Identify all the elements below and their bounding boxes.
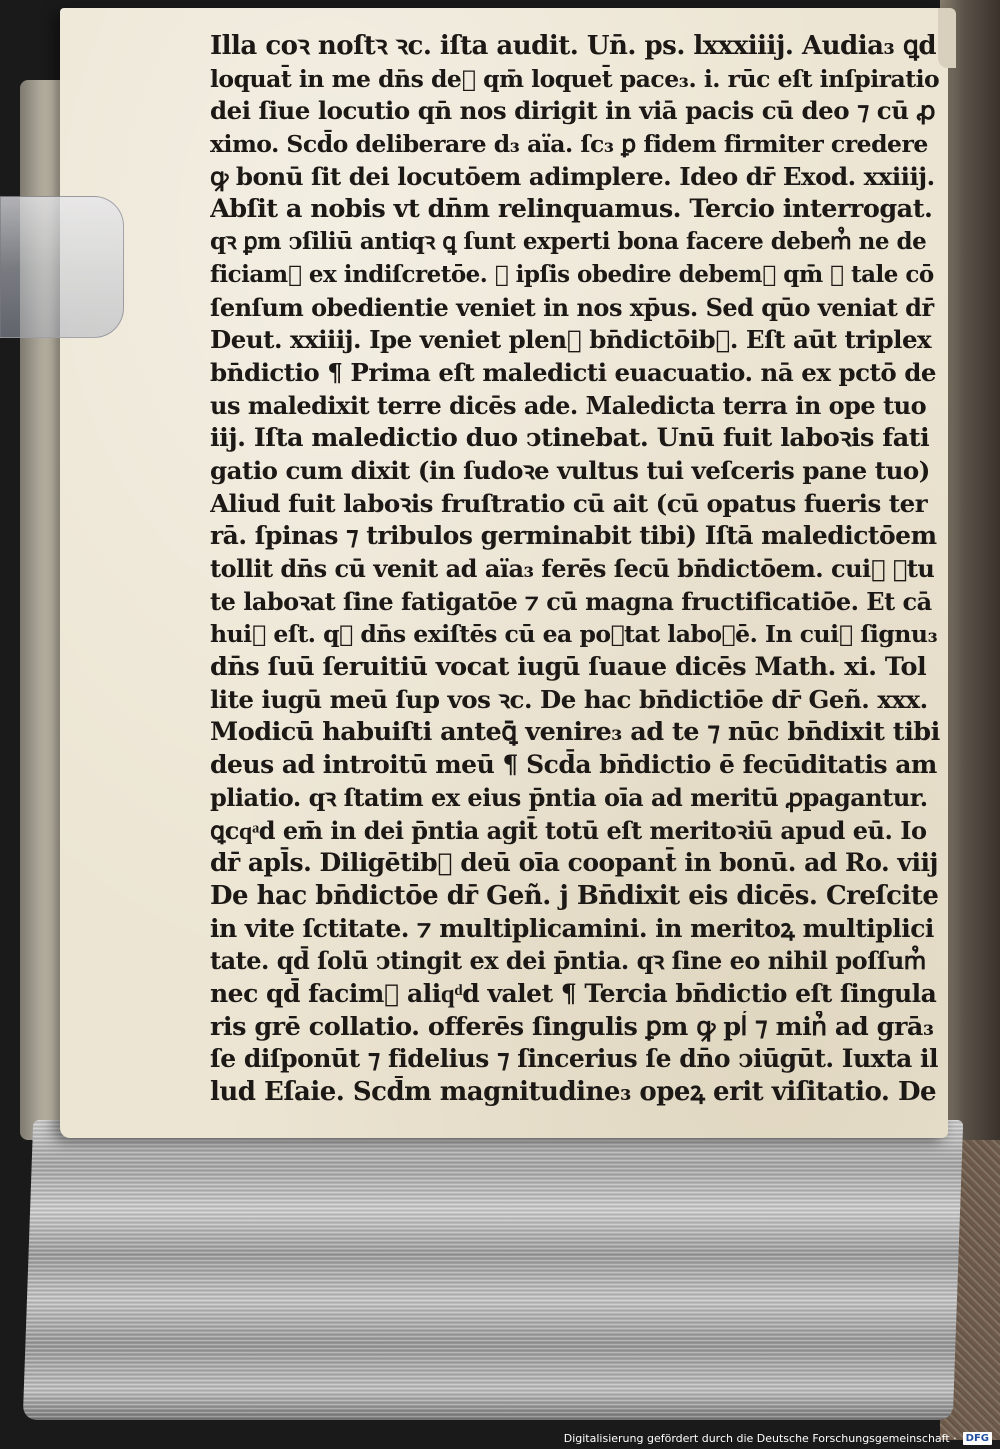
- text-line: te laboꝛat ſine fatigatōe ⁊ cū magna fructificatiōe. Et cā: [210, 586, 932, 616]
- text-line: pliatio. qꝛ ſtatim ex eius p̄ntia oīa ad meritū ꝓpagantur.: [210, 782, 928, 812]
- text-line: rā. ſpinas ⁊ tribulos germinabit tibi) Iſtā maledictōem: [210, 521, 937, 551]
- text-line: lud Eſaie. Scd̄m magnitudine₃ opeꝝ erit viſitatio. De: [210, 1077, 937, 1107]
- text-line: hui᷒ eſt. qꝛ dn̄s exiſtēs cū ea poꝛtat laboꝛē. In cui᷒ ſignu₃: [210, 620, 938, 649]
- text-line: Deut. xxiiij. Ipe veniet plen᷒ bn̄dictōib᷒. Eſt aūt triplex: [210, 325, 932, 355]
- text-line: ximo. Scd̄o deliberare d₃ aïa. ſc₃ ꝑ fidem firmiter credere: [210, 130, 928, 159]
- text-line: dn̄s ſuū ſeruitiū vocat iugū ſuaue dicēs Math. xi. Tol: [210, 652, 927, 683]
- page-holder-clip: [0, 196, 124, 338]
- page-stack-edges: [23, 1120, 963, 1420]
- page-text-block: [210, 30, 940, 1109]
- text-line: ris grē collatio. offerēs ſingulis ꝑm ꝙ pl᷒ ⁊ min᷒ ad grā₃: [210, 1011, 934, 1042]
- text-line: De hac bn̄dictōe dr̄ Geñ. j Bn̄dixit eis dicēs. Creſcite: [210, 880, 939, 911]
- page-edge-lines: [23, 1120, 963, 1420]
- text-line: bn̄dictio ¶ Prima eſt maledicti euacuatio. nā ex pctō de: [210, 357, 936, 387]
- text-line: ſenſum obedientie veniet in nos xp̄us. Sed qūo veniat dr̄: [210, 292, 934, 322]
- text-line: tate. qd̄ ſolū ↄtingit ex dei p̄ntia. qꝛ ſine eo nihil poſſum᷒: [210, 946, 926, 976]
- text-line: iij. Iſta maledictio duo ↄtinebat. Unū fuit laboꝛis fati: [210, 423, 930, 454]
- footer-credit: [564, 1432, 992, 1445]
- text-line: dei ſiue locutio qn̄ nos dirigit in viā pacis cū deo ⁊ cū ꝓ: [210, 96, 936, 126]
- text-line: nec qd̄ facim᷒ aliqͩd valet ¶ Tercia bn̄dictio eſt ſingula: [210, 978, 937, 1008]
- text-line: Aliud fuit laboꝛis fruſtratio cū ait (cū opatus fueris ter: [210, 488, 928, 518]
- text-line: us maledixit terre dicēs ade. Maledicta terra in ope tuo: [210, 390, 927, 420]
- text-line: dr̄ apl̄s. Diligētib᷒ deū oīa coopant̄ in bonū. ad Ro. viij: [210, 848, 938, 878]
- text-line: ꝙ bonū ſit dei locutōem adimplere. Ideo dr̄ Exod. xxiiij.: [210, 161, 935, 191]
- text-line: tollit dn̄s cū venit ad aïa₃ ferēs ſecū bn̄dictōem. cui᷒ ꝟtu: [210, 554, 935, 583]
- text-line: gatio cum dixit (in ſudoꝛe vultus tui veſceris pane tuo): [210, 455, 930, 485]
- dfg-logo-icon: DFG: [963, 1432, 992, 1445]
- text-line: ſe diſponūt ⁊ fidelius ⁊ ſincerius ſe dn̄o ↄiūgūt. Iuxta il: [210, 1044, 939, 1074]
- credit-text: Digitalisierung gefördert durch die Deutsche Forschungsgemeinschaft ·: [563, 1432, 957, 1445]
- text-line: deus ad introitū meū ¶ Scd̄a bn̄dictio ē fecūditatis am: [210, 750, 937, 780]
- text-line: Modicū habuiſti anteꝗ̄ venire₃ ad te ⁊ nūc bn̄dixit tibi: [210, 717, 940, 748]
- text-line: Abſit a nobis vt dn̄m relinquamus. Tercio interrogat.: [210, 194, 933, 225]
- text-line: qꝛ ꝑm ↄſiliū antiqꝛ ꝗ ſunt experti bona facere debem᷒ ne de: [210, 228, 927, 256]
- text-line: in vite ſctitate. ⁊ multiplicamini. in meritoꝝ multiplici: [210, 913, 934, 943]
- page-corner-fold: [938, 8, 956, 68]
- text-line: loquat̄ in me dn̄s de᷒ qm̄ loquet̄ pace₃. i. rūc eſt inſpiratio: [210, 64, 940, 93]
- book-page: [60, 8, 948, 1138]
- text-line: lite iugū meū ſup vos ꝛc. De hac bn̄dictiōe dr̄ Geñ. xxx.: [210, 684, 928, 714]
- text-line: Illa coꝛ noſtꝛ ꝛc. iſta audit. Un̄. ps. lxxxiiij. Audia₃ ꝗd: [210, 31, 937, 61]
- text-line: ficiam᷒ ex indiſcretōe. ⁊ ipſis obedire debem᷒ qm̄ ꝑ tale cō: [210, 260, 934, 288]
- text-line: ꝗcqͣd em̄ in dei p̄ntia agit̄ totū eſt meritoꝛiū apud eū. Io: [210, 815, 927, 845]
